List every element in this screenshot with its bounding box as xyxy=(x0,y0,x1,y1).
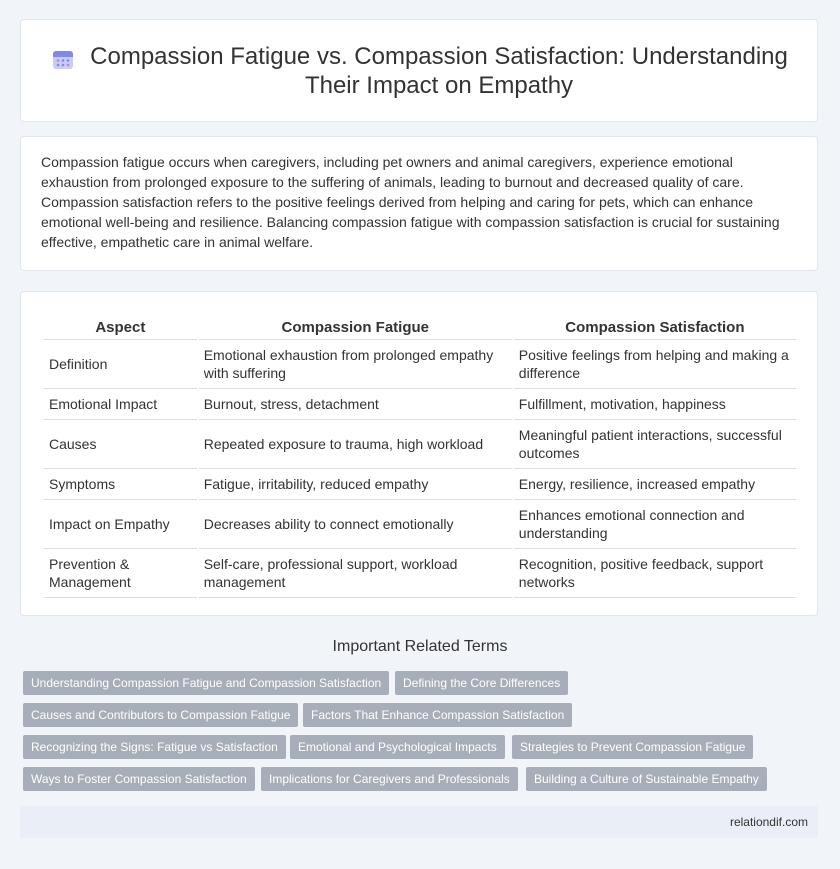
related-tag-link[interactable]: Understanding Compassion Fatigue and Compassion Satisfaction xyxy=(23,671,389,695)
related-tag-link[interactable]: Strategies to Prevent Compassion Fatigue xyxy=(512,735,753,759)
row-fatigue: Fatigue, irritability, reduced empathy xyxy=(199,469,512,500)
related-tag-link[interactable]: Implications for Caregivers and Professionals xyxy=(261,767,518,791)
row-satisfaction: Meaningful patient interactions, successful outcomes xyxy=(514,420,796,469)
header-aspect: Aspect xyxy=(44,312,197,340)
related-tag-link[interactable]: Emotional and Psychological Impacts xyxy=(290,735,505,759)
row-satisfaction: Enhances emotional connection and understanding xyxy=(514,500,796,549)
related-tag-link[interactable]: Defining the Core Differences xyxy=(395,671,568,695)
row-fatigue: Decreases ability to connect emotionally xyxy=(199,500,512,549)
related-tag-link[interactable]: Factors That Enhance Compassion Satisfaction xyxy=(303,703,572,727)
footer-site-link[interactable]: relationdif.com xyxy=(729,815,808,829)
row-fatigue: Self-care, professional support, workload management xyxy=(199,549,512,598)
table-row xyxy=(44,500,796,549)
row-aspect: Causes xyxy=(44,420,197,469)
related-terms-title: Important Related Terms xyxy=(332,638,508,655)
intro-paragraph: Compassion fatigue occurs when caregivers, including pet owners and animal caregivers, experience emotional exhaustion from prolonged exposure to the suffering of animals, leading to burnout and decreased quality of care. Compassion satisfaction refers to the positive feelings derived from helping and caring for pets, which can enhance emotional well-being and resilience. Balancing compassion fatigue with compassion satisfaction is crucial for sustaining effective, empathetic care in animal welfare. xyxy=(41,154,780,250)
footer xyxy=(20,806,818,838)
row-satisfaction: Fulfillment, motivation, happiness xyxy=(514,389,796,420)
related-tag-link[interactable]: Causes and Contributors to Compassion Fatigue xyxy=(23,703,298,727)
comparison-table xyxy=(42,312,798,598)
related-tag-link[interactable]: Ways to Foster Compassion Satisfaction xyxy=(23,767,255,791)
row-aspect: Impact on Empathy xyxy=(44,500,197,549)
related-tag-link[interactable]: Recognizing the Signs: Fatigue vs Satisfaction xyxy=(23,735,286,759)
title-card xyxy=(20,19,818,122)
table-row xyxy=(44,389,796,420)
table-row xyxy=(44,420,796,469)
table-row xyxy=(44,549,796,598)
row-aspect: Definition xyxy=(44,340,197,389)
header-compassion-fatigue: Compassion Fatigue xyxy=(199,312,512,340)
table-header-row xyxy=(44,312,796,340)
row-satisfaction: Positive feelings from helping and making a difference xyxy=(514,340,796,389)
table-row xyxy=(44,340,796,389)
header-compassion-satisfaction: Compassion Satisfaction xyxy=(514,312,796,340)
row-satisfaction: Energy, resilience, increased empathy xyxy=(514,469,796,500)
row-aspect: Emotional Impact xyxy=(44,389,197,420)
related-tag-link[interactable]: Building a Culture of Sustainable Empathy xyxy=(526,767,767,791)
row-fatigue: Emotional exhaustion from prolonged empathy with suffering xyxy=(199,340,512,389)
row-fatigue: Repeated exposure to trauma, high workload xyxy=(199,420,512,469)
row-aspect: Symptoms xyxy=(44,469,197,500)
comparison-card xyxy=(20,291,818,616)
page-title: Compassion Fatigue vs. Compassion Satisfaction: Understanding Their Impact on Empathy xyxy=(90,42,788,99)
table-row xyxy=(44,469,796,500)
intro-card xyxy=(20,136,818,271)
row-fatigue: Burnout, stress, detachment xyxy=(199,389,512,420)
row-aspect: Prevention & Management xyxy=(44,549,197,598)
row-satisfaction: Recognition, positive feedback, support networks xyxy=(514,549,796,598)
